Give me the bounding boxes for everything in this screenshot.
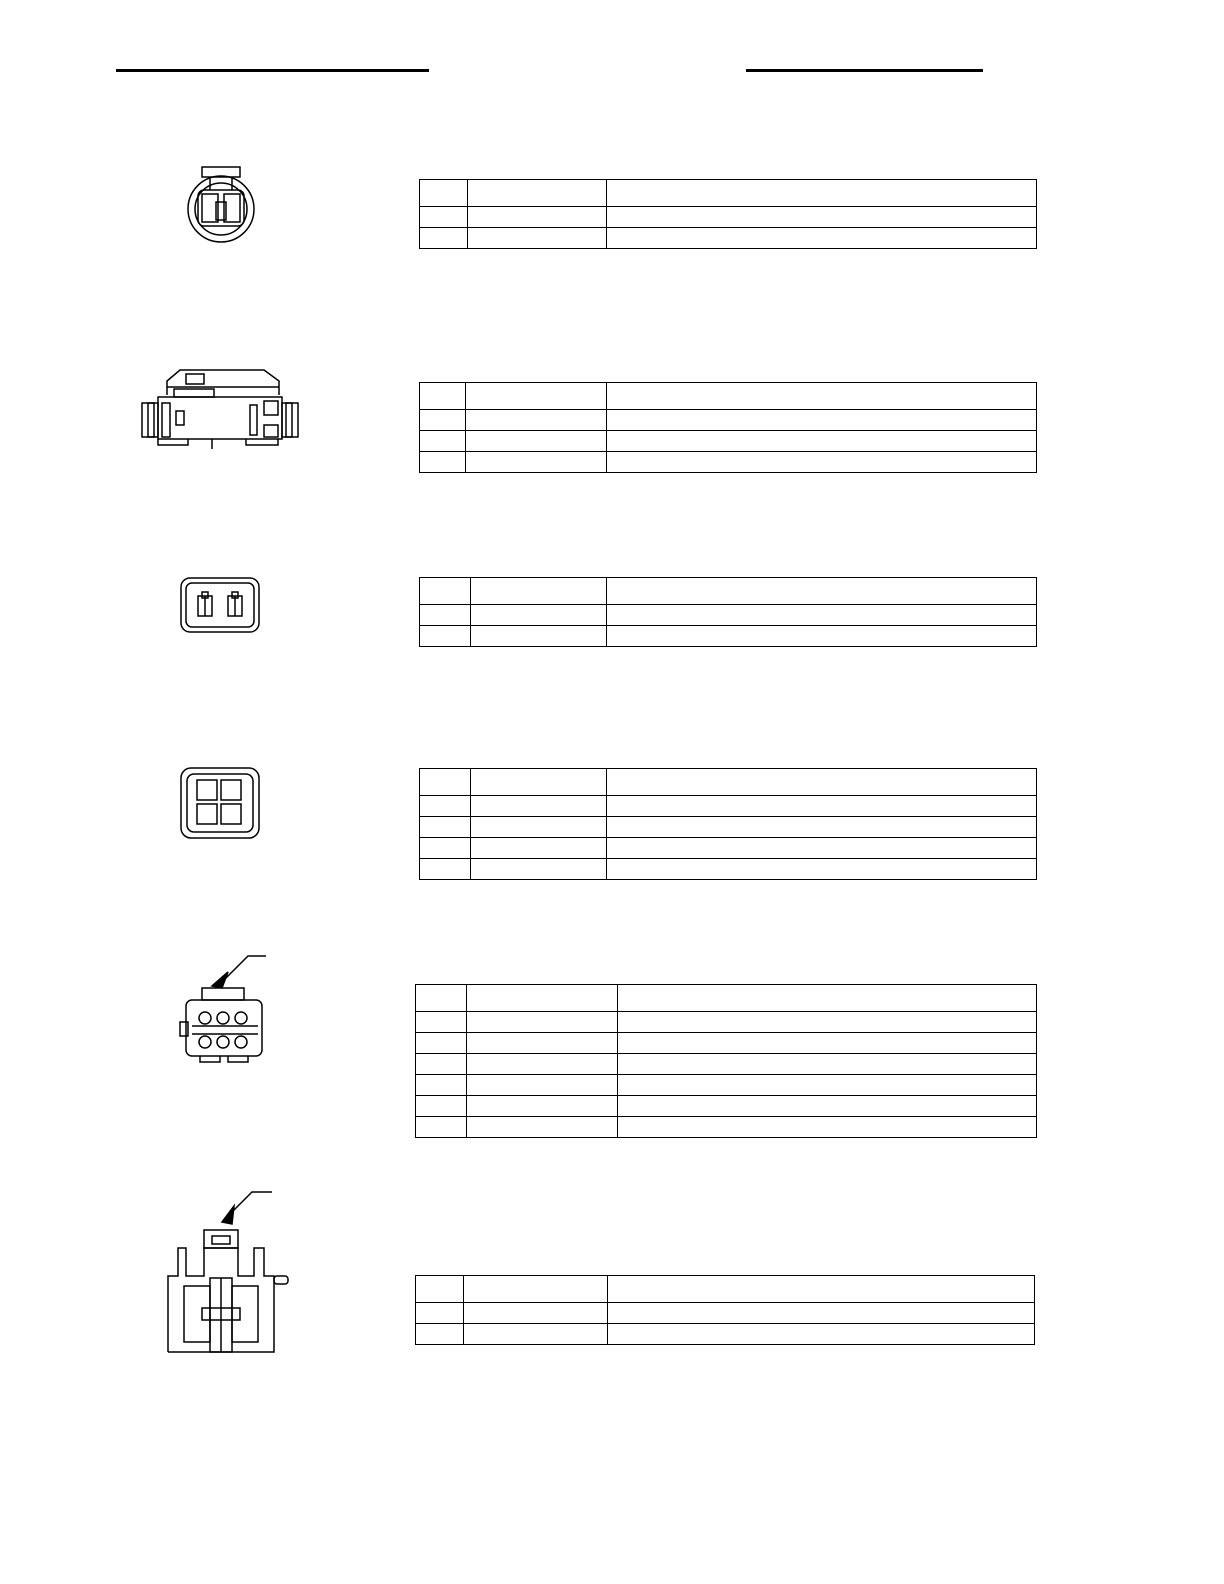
table-row (420, 859, 1037, 880)
pin-table-connector-4 (419, 768, 1037, 880)
pin-column-header (420, 180, 468, 207)
table-header-row (420, 383, 1037, 410)
pin-cell (416, 1117, 467, 1138)
pin-cell (420, 626, 471, 647)
table-row (416, 1324, 1035, 1345)
pin-cell (420, 838, 471, 859)
table-header-row (420, 180, 1037, 207)
color-cell (467, 1033, 618, 1054)
function-cell (607, 431, 1037, 452)
color-column-header (471, 578, 607, 605)
table-row (420, 626, 1037, 647)
pin-cell (420, 796, 471, 817)
function-cell (607, 817, 1037, 838)
color-cell (464, 1324, 608, 1345)
table-row (420, 605, 1037, 626)
table-row (416, 1012, 1037, 1033)
color-cell (466, 452, 607, 473)
table-header-row (420, 578, 1037, 605)
function-cell (618, 1096, 1037, 1117)
color-cell (468, 228, 607, 249)
pin-cell (420, 817, 471, 838)
function-cell (607, 228, 1037, 249)
function-column-header (618, 985, 1037, 1012)
table-row (420, 228, 1037, 249)
pin-column-header (416, 985, 467, 1012)
function-cell (618, 1033, 1037, 1054)
function-cell (608, 1303, 1035, 1324)
function-cell (618, 1117, 1037, 1138)
function-column-header (607, 180, 1037, 207)
pin-cell (420, 207, 468, 228)
function-column-header (607, 578, 1037, 605)
pin-column-header (420, 769, 471, 796)
pin-cell (420, 410, 466, 431)
pin-column-header (420, 578, 471, 605)
color-column-header (471, 769, 607, 796)
function-cell (607, 859, 1037, 880)
table-row (416, 1075, 1037, 1096)
color-cell (467, 1117, 618, 1138)
2-terminal-connector-with-arrow-icon (160, 1188, 292, 1358)
function-cell (618, 1012, 1037, 1033)
color-cell (471, 796, 607, 817)
side-view-3-pin-connector-icon (138, 365, 302, 451)
pin-cell (416, 1075, 467, 1096)
rect-2-pin-connector-icon (178, 574, 262, 636)
pin-cell (420, 431, 466, 452)
table-row (420, 410, 1037, 431)
function-column-header (608, 1276, 1035, 1303)
table-row (416, 1054, 1037, 1075)
pin-table-connector-1 (419, 179, 1037, 249)
pin-cell (420, 859, 471, 880)
header-rule-right (746, 69, 983, 72)
pin-cell (416, 1303, 464, 1324)
function-cell (607, 207, 1037, 228)
pin-column-header (420, 383, 466, 410)
color-cell (471, 626, 607, 647)
pin-cell (416, 1324, 464, 1345)
square-4-pin-connector-icon (178, 765, 262, 841)
table-row (420, 452, 1037, 473)
color-cell (466, 431, 607, 452)
function-cell (618, 1054, 1037, 1075)
table-row (420, 796, 1037, 817)
function-column-header (607, 769, 1037, 796)
function-cell (607, 796, 1037, 817)
pin-table-connector-5 (415, 984, 1037, 1138)
color-cell (467, 1012, 618, 1033)
table-header-row (416, 985, 1037, 1012)
table-header-row (420, 769, 1037, 796)
table-row (416, 1117, 1037, 1138)
color-cell (471, 838, 607, 859)
pin-cell (416, 1012, 467, 1033)
color-column-header (466, 383, 607, 410)
table-row (420, 207, 1037, 228)
table-row (416, 1096, 1037, 1117)
color-cell (466, 410, 607, 431)
color-cell (467, 1096, 618, 1117)
color-column-header (464, 1276, 608, 1303)
pin-cell (420, 605, 471, 626)
function-column-header (607, 383, 1037, 410)
function-cell (607, 626, 1037, 647)
pin-table-connector-6 (415, 1275, 1035, 1345)
table-row (420, 817, 1037, 838)
function-cell (607, 838, 1037, 859)
color-cell (471, 605, 607, 626)
table-row (420, 431, 1037, 452)
function-cell (607, 452, 1037, 473)
table-row (416, 1033, 1037, 1054)
color-cell (468, 207, 607, 228)
color-cell (467, 1054, 618, 1075)
header-rule-left (116, 69, 429, 72)
function-cell (618, 1075, 1037, 1096)
color-cell (471, 817, 607, 838)
pin-table-connector-2 (419, 382, 1037, 473)
function-cell (607, 410, 1037, 431)
color-cell (467, 1075, 618, 1096)
color-cell (471, 859, 607, 880)
function-cell (608, 1324, 1035, 1345)
color-cell (464, 1303, 608, 1324)
pin-cell (416, 1096, 467, 1117)
pin-cell (420, 228, 468, 249)
pin-table-connector-3 (419, 577, 1037, 647)
color-column-header (468, 180, 607, 207)
table-row (420, 838, 1037, 859)
pin-cell (416, 1033, 467, 1054)
color-column-header (467, 985, 618, 1012)
pin-cell (420, 452, 466, 473)
pin-cell (416, 1054, 467, 1075)
6-pin-connector-with-arrow-icon (176, 952, 276, 1066)
table-row (416, 1303, 1035, 1324)
pin-column-header (416, 1276, 464, 1303)
function-cell (607, 605, 1037, 626)
round-2-pin-connector-icon (180, 160, 264, 244)
table-header-row (416, 1276, 1035, 1303)
